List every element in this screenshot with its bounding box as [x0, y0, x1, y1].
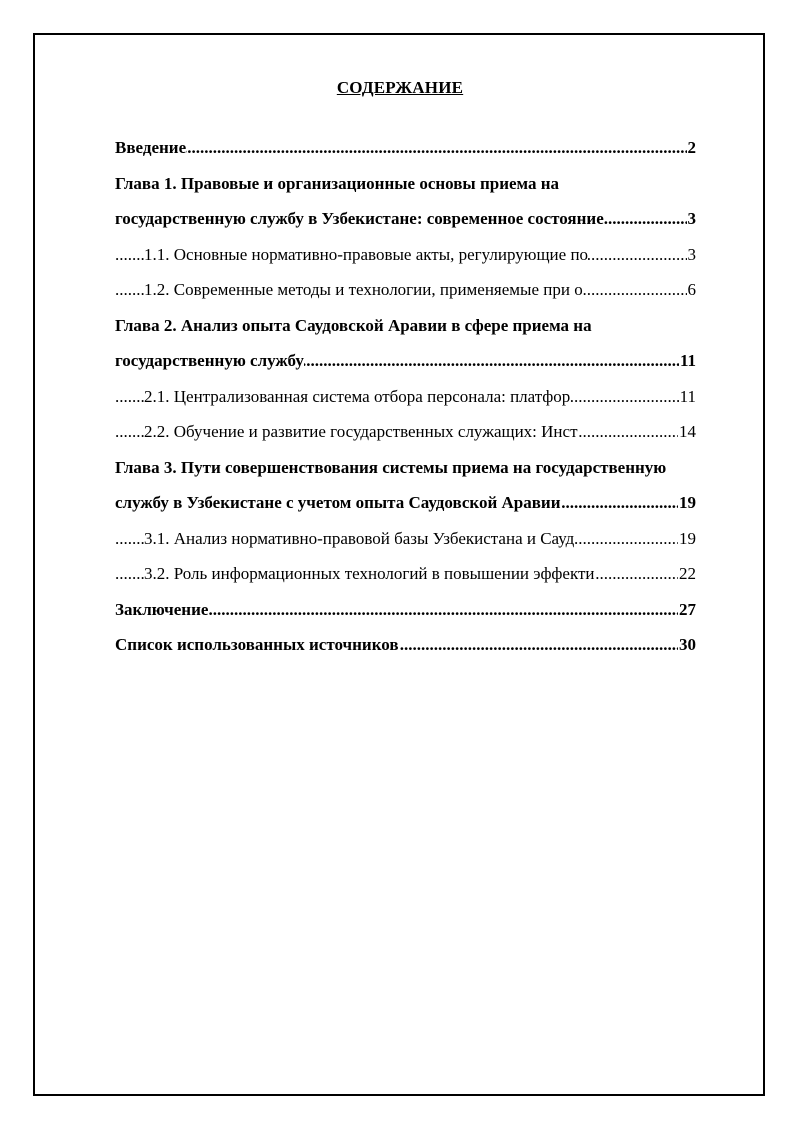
- toc-entry-introduction[interactable]: [115, 130, 696, 166]
- toc-entry-chapter1[interactable]: [115, 201, 696, 237]
- toc-entry-section-2-1[interactable]: [115, 379, 696, 415]
- toc-entry-section-3-1[interactable]: [115, 521, 696, 557]
- toc-entry-label: 2.1. Централизованная система отбора персонала: платфор: [144, 386, 571, 406]
- toc-entry-label: государственную службу в Узбекистане: современное состояние: [115, 209, 604, 228]
- toc-entry-page: 3: [687, 201, 697, 237]
- toc-entry-section-1-1[interactable]: [115, 237, 696, 273]
- toc-entry-page: 3: [687, 237, 697, 273]
- toc-entry-label: службу в Узбекистане с учетом опыта Саудовской Аравии: [115, 493, 561, 512]
- toc-entry-label: государственную службу: [115, 351, 304, 370]
- toc-entry-label: 3.2. Роль информационных технологий в повышении эффекти: [144, 564, 595, 583]
- toc-entry-label: 1.1. Основные нормативно-правовые акты, регулирующие по: [144, 244, 589, 264]
- toc-entry-label: Введение: [115, 138, 187, 157]
- toc-entry-references[interactable]: [115, 627, 696, 663]
- toc-entry-page: 19: [678, 485, 696, 521]
- toc-entry-page: 22: [678, 556, 696, 592]
- toc-entry-page: 2: [687, 130, 697, 166]
- toc-entry-page: 11: [679, 343, 696, 379]
- toc-entry-page: 30: [678, 627, 696, 663]
- toc-entry-chapter2[interactable]: [115, 343, 696, 379]
- toc-entry-page: 19: [678, 521, 696, 557]
- toc-entry-section-3-2[interactable]: [115, 556, 696, 592]
- toc-entry-chapter1-line1[interactable]: Глава 1. Правовые и организационные основы приема на: [115, 173, 560, 193]
- toc-entry-label: Список использованных источников: [115, 635, 399, 654]
- table-of-contents: [115, 130, 696, 663]
- toc-entry-chapter3[interactable]: [115, 485, 696, 521]
- toc-entry-page: 11: [679, 379, 696, 415]
- toc-title: СОДЕРЖАНИЕ: [336, 78, 464, 97]
- toc-entry-chapter3-line1[interactable]: Глава 3. Пути совершенствования системы приема на государственную: [115, 457, 667, 477]
- toc-entry-label: Заключение: [115, 599, 209, 619]
- toc-entry-page: 6: [687, 272, 697, 308]
- toc-entry-page: 27: [678, 592, 696, 628]
- toc-entry-section-2-2[interactable]: [115, 414, 696, 450]
- toc-entry-label: 2.2. Обучение и развитие государственных служащих: Инст: [144, 422, 578, 441]
- toc-entry-section-1-2[interactable]: [115, 272, 696, 308]
- toc-entry-chapter2-line1[interactable]: Глава 2. Анализ опыта Саудовской Аравии в сфере приема на: [115, 315, 592, 335]
- toc-entry-label: 3.1. Анализ нормативно-правовой базы Узбекистана и Сауд: [144, 528, 575, 548]
- toc-entry-page: 14: [678, 414, 696, 450]
- toc-entry-conclusion[interactable]: [115, 592, 696, 628]
- leader-dots: [115, 130, 696, 166]
- toc-entry-label: 1.2. Современные методы и технологии, применяемые при о: [144, 280, 583, 299]
